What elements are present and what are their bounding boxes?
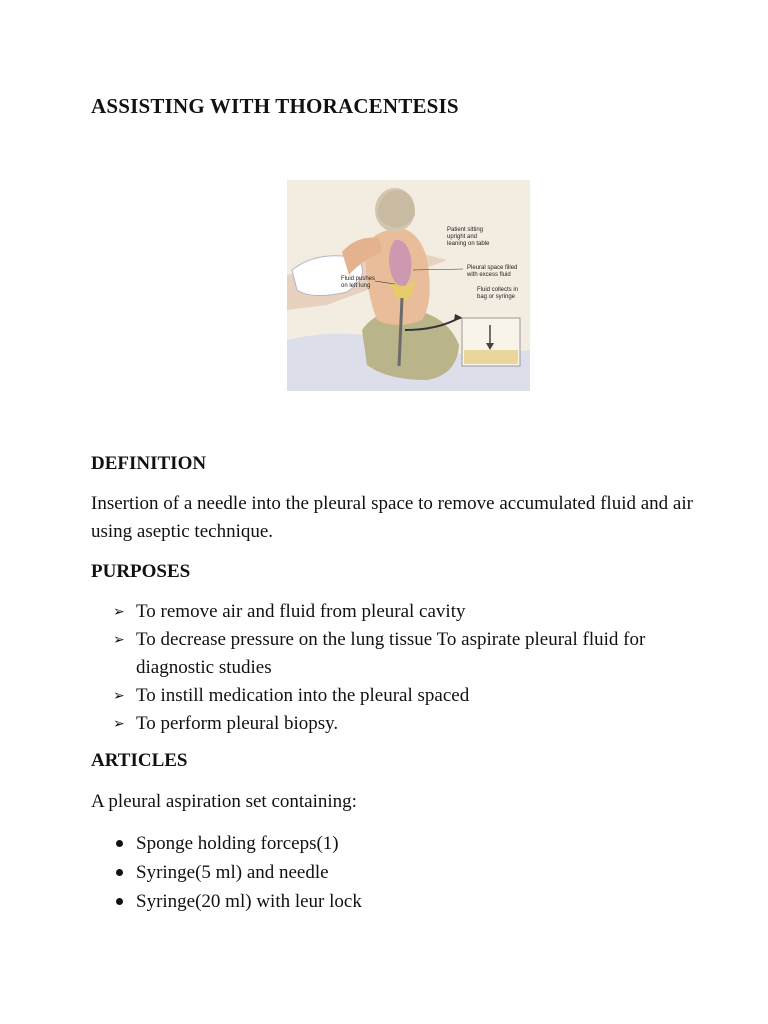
- purposes-list: [113, 598, 713, 738]
- articles-heading: ARTICLES: [91, 750, 188, 771]
- purpose-text: To remove air and fluid from pleural cavity: [136, 601, 466, 622]
- list-item: [113, 829, 713, 858]
- purposes-heading: PURPOSES: [91, 561, 191, 582]
- purpose-text: To decrease pressure on the lung tissue To aspirate pleural fluid for diagnostic studies: [136, 629, 646, 678]
- thoracentesis-illustration: [287, 180, 530, 391]
- bullet-dot-icon: [116, 840, 123, 847]
- arrow-bullet-icon: ➢: [113, 688, 125, 704]
- list-item: [113, 858, 713, 887]
- arrow-bullet-icon: ➢: [113, 632, 125, 648]
- definition-text: Insertion of a needle into the pleural space to remove accumulated fluid and air using aseptic technique.: [91, 493, 693, 542]
- list-item: [113, 887, 713, 916]
- article-text: Sponge holding forceps(1): [136, 833, 339, 854]
- label-fluid-collects: Fluid collects in bag or syringe: [477, 287, 519, 300]
- articles-list: [113, 829, 713, 916]
- arrow-bullet-icon: ➢: [113, 604, 125, 620]
- list-item: [113, 598, 713, 626]
- arrow-bullet-icon: ➢: [113, 716, 125, 732]
- purpose-text: To instill medication into the pleural spaced: [136, 685, 470, 706]
- label-patient-position: Patient sitting upright and leaning on table: [447, 227, 490, 247]
- page-title: ASSISTING WITH THORACENTESIS: [91, 94, 459, 118]
- article-text: Syringe(20 ml) with leur lock: [136, 891, 362, 912]
- articles-intro: A pleural aspiration set containing:: [91, 791, 357, 812]
- bullet-dot-icon: [116, 898, 123, 905]
- label-pleural-space: Pleural space filled with excess fluid: [467, 265, 518, 278]
- purpose-text: To perform pleural biopsy.: [136, 713, 339, 734]
- illustration-graphic: [287, 180, 530, 391]
- list-item: [113, 626, 713, 682]
- definition-heading: DEFINITION: [91, 453, 207, 474]
- list-item: [113, 682, 713, 710]
- label-fluid-pushes: Fluid pushes on left lung: [341, 276, 376, 289]
- list-item: [113, 710, 713, 738]
- article-text: Syringe(5 ml) and needle: [136, 862, 329, 883]
- bullet-dot-icon: [116, 869, 123, 876]
